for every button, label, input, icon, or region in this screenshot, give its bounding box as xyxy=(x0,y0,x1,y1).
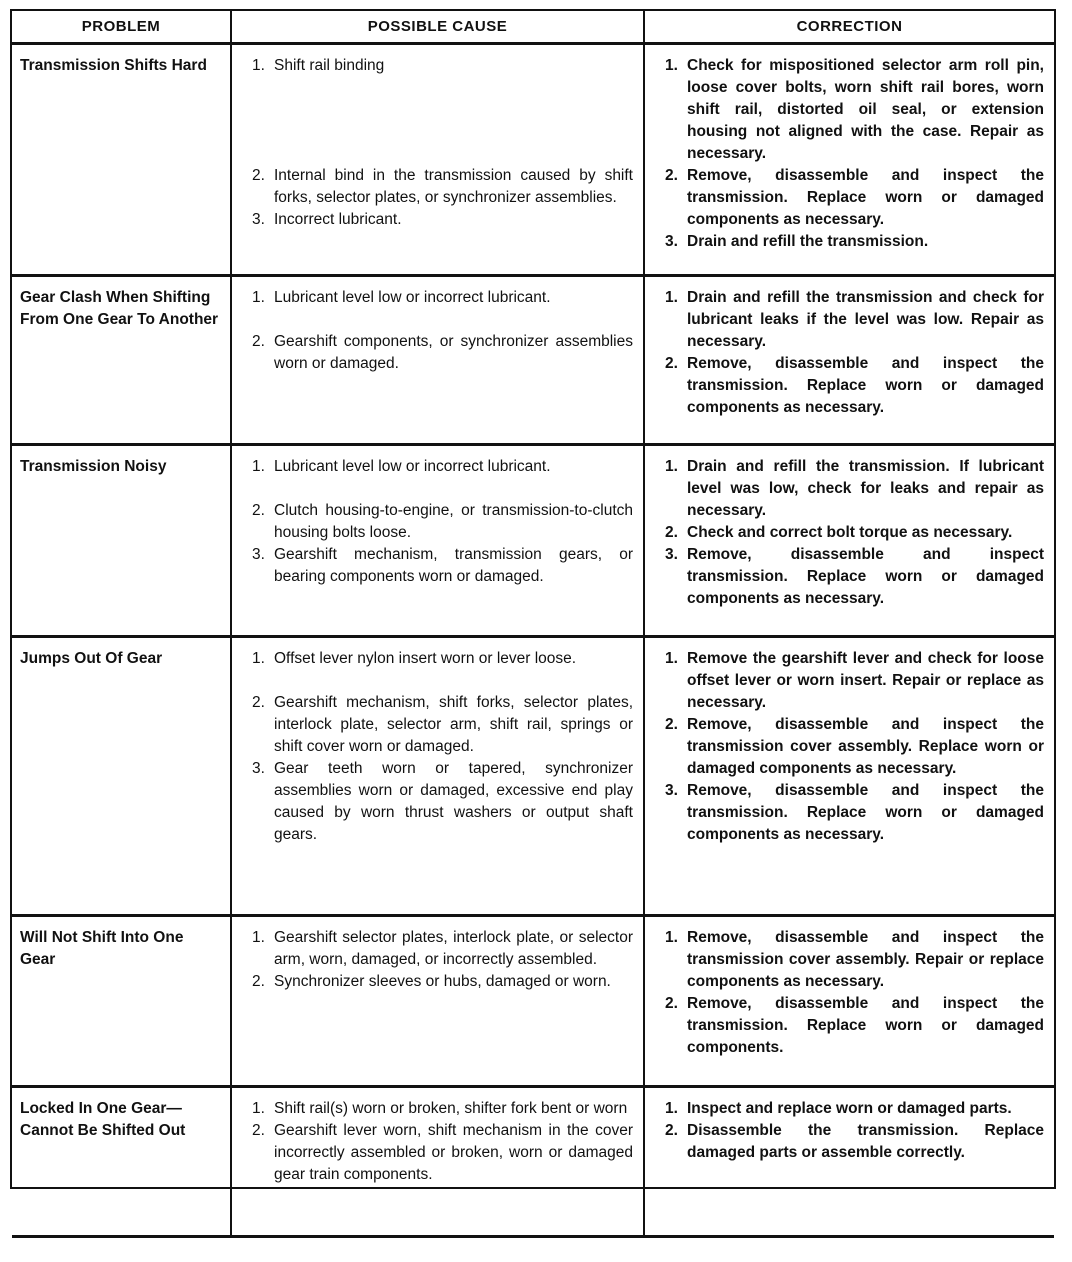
correction-item: 1. Check for mispositioned selector arm roll pin, loose cover bolts, worn shift rail bores, worn shift rail, distorted oil seal, or extension housing not aligned with the case. Repair as necessary. xyxy=(665,55,1044,165)
problem-cell: Locked In One Gear—Cannot Be Shifted Out xyxy=(12,1087,231,1237)
empty-table-row xyxy=(12,1237,1054,1262)
correction-item: 1. Drain and refill the transmission and check for lubricant leaks if the level was low. Repair as necessary. xyxy=(665,287,1044,353)
correction-item: 2. Remove, disassemble and inspect the transmission. Replace worn or damaged components. xyxy=(665,993,1044,1059)
cause-item: 2. Internal bind in the transmission caused by shift forks, selector plates, or synchronizer assemblies. xyxy=(252,165,633,209)
correction-item: 2. Remove, disassemble and inspect the transmission. Replace worn or damaged components as necessary. xyxy=(665,353,1044,419)
problem-cell: Transmission Shifts Hard xyxy=(12,44,231,276)
cause-item: 1. Gearshift selector plates, interlock plate, or selector arm, worn, damaged, or incorrectly assembled. xyxy=(252,927,633,971)
correction-item: 3. Remove, disassemble and inspect the transmission. Replace worn or damaged components as necessary. xyxy=(665,780,1044,846)
header-possible-cause: POSSIBLE CAUSE xyxy=(231,11,644,44)
cause-item: 2. Clutch housing-to-engine, or transmission-to-clutch housing bolts loose. xyxy=(252,500,633,544)
cause-cell xyxy=(231,44,644,276)
cause-item: 3. Gearshift mechanism, transmission gears, or bearing components worn or damaged. xyxy=(252,544,633,588)
diagnosis-table-page xyxy=(10,9,1056,1189)
table-row xyxy=(12,276,1054,445)
correction-item: 2. Remove, disassemble and inspect the transmission. Replace worn or damaged components as necessary. xyxy=(665,165,1044,231)
cause-item: 2. Gearshift lever worn, shift mechanism in the cover incorrectly assembled or broken, worn or damaged gear train components. xyxy=(252,1120,633,1186)
cause-cell xyxy=(231,637,644,916)
table-row xyxy=(12,44,1054,276)
correction-item: 1. Remove the gearshift lever and check for loose offset lever or worn insert. Repair or replace as necessary. xyxy=(665,648,1044,714)
problem-cell: Will Not Shift Into One Gear xyxy=(12,916,231,1087)
diagnosis-table xyxy=(12,11,1054,1262)
cause-item: 1. Offset lever nylon insert worn or lever loose. xyxy=(252,648,633,670)
correction-cell xyxy=(644,445,1054,637)
correction-cell xyxy=(644,276,1054,445)
header-problem: PROBLEM xyxy=(12,11,231,44)
cause-item: 2. Synchronizer sleeves or hubs, damaged or worn. xyxy=(252,971,633,993)
table-row xyxy=(12,445,1054,637)
cause-cell xyxy=(231,1087,644,1237)
cause-item: 1. Shift rail(s) worn or broken, shifter fork bent or worn xyxy=(252,1098,633,1120)
table-row xyxy=(12,1087,1054,1237)
correction-item: 3. Remove, disassemble and inspect transmission. Replace worn or damaged components as necessary. xyxy=(665,544,1044,610)
cause-cell xyxy=(231,916,644,1087)
correction-cell xyxy=(644,916,1054,1087)
problem-cell: Gear Clash When Shifting From One Gear To Another xyxy=(12,276,231,445)
empty-cell xyxy=(12,1237,1054,1262)
cause-cell xyxy=(231,445,644,637)
cause-item: 1. Shift rail binding xyxy=(252,55,633,77)
cause-item: 1. Lubricant level low or incorrect lubricant. xyxy=(252,287,633,309)
header-correction: CORRECTION xyxy=(644,11,1054,44)
cause-cell xyxy=(231,276,644,445)
correction-item: 2. Disassemble the transmission. Replace damaged parts or assemble correctly. xyxy=(665,1120,1044,1164)
correction-cell xyxy=(644,637,1054,916)
table-row xyxy=(12,637,1054,916)
correction-item: 1. Drain and refill the transmission. If lubricant level was low, check for leaks and repair as necessary. xyxy=(665,456,1044,522)
correction-cell xyxy=(644,44,1054,276)
cause-item: 3. Incorrect lubricant. xyxy=(252,209,633,231)
problem-cell: Jumps Out Of Gear xyxy=(12,637,231,916)
table-row xyxy=(12,916,1054,1087)
cause-item: 1. Lubricant level low or incorrect lubricant. xyxy=(252,456,633,478)
cause-item: 3. Gear teeth worn or tapered, synchronizer assemblies worn or damaged, excessive end play caused by worn thrust washers or output shaft gears. xyxy=(252,758,633,846)
correction-item: 3. Drain and refill the transmission. xyxy=(665,231,1044,253)
cause-item: 2. Gearshift components, or synchronizer assemblies worn or damaged. xyxy=(252,331,633,375)
correction-cell xyxy=(644,1087,1054,1237)
cause-item: 2. Gearshift mechanism, shift forks, selector plates, interlock plate, selector arm, shift rail, springs or shift cover worn or damaged. xyxy=(252,692,633,758)
correction-item: 2. Check and correct bolt torque as necessary. xyxy=(665,522,1044,544)
correction-item: 1. Remove, disassemble and inspect the transmission cover assembly. Repair or replace components as necessary. xyxy=(665,927,1044,993)
table-header-row xyxy=(12,11,1054,44)
correction-item: 2. Remove, disassemble and inspect the transmission cover assembly. Replace worn or damaged components as necessary. xyxy=(665,714,1044,780)
problem-cell: Transmission Noisy xyxy=(12,445,231,637)
correction-item: 1. Inspect and replace worn or damaged parts. xyxy=(665,1098,1044,1120)
